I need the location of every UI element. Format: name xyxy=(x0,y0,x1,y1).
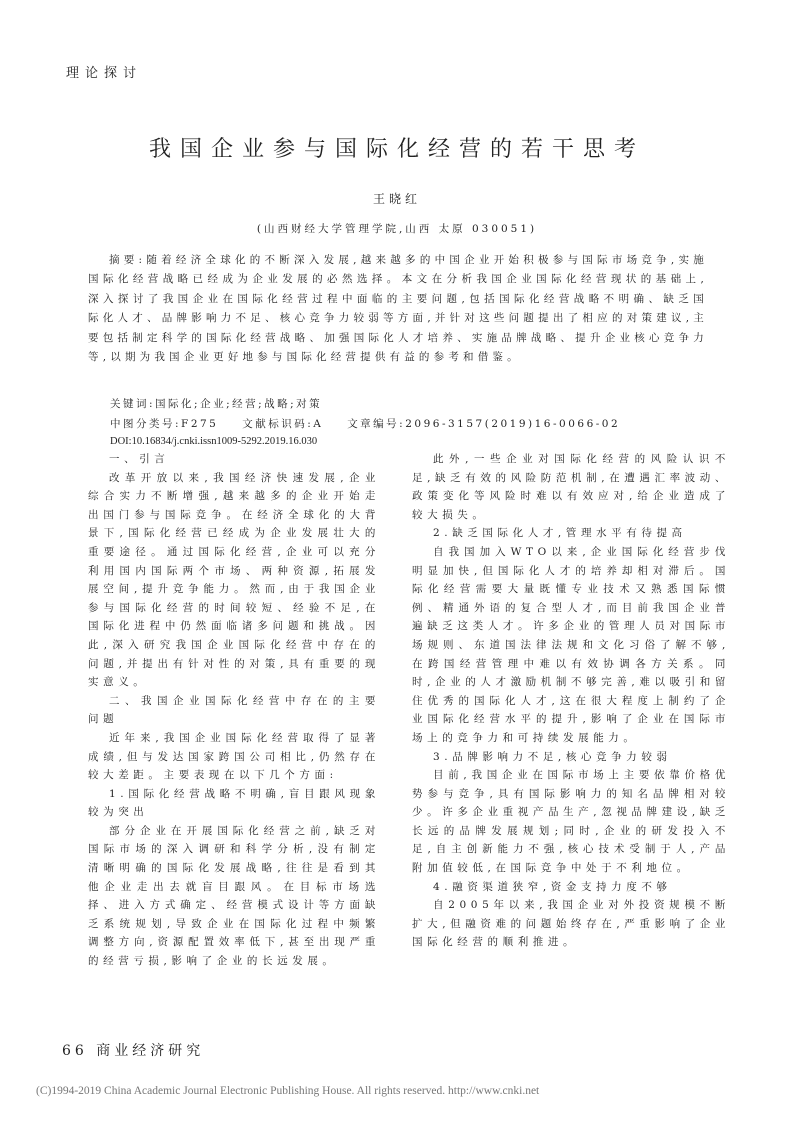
subsection-heading: 2.缺乏国际化人才,管理水平有待提高 xyxy=(433,527,687,540)
section-heading: 二、我国企业国际化经营中存在的主要问题 xyxy=(88,694,380,726)
abstract: 摘要:随着经济全球化的不断深入发展,越来越多的中国企业开始积极参与国际市场竞争,实施国际化经营战略已经成为企业发展的必然选择。本文在分析我国企业国际化经营现状的基础上,深入探讨了我国企业在国际化经营过程中面临的主要问题,包括国际化经营战略不明确、缺乏国际化人才、品牌影响力不足、核心竞争力较弱等方面,并针对这些问题提出了相应的对策建议,主要包括制定科学的国际化经营战略、加强国际化人才培养、实施品牌战略、提升企业核心竞争力等,以期为我国企业更好地参与国际化经营提供有益的参考和借鉴。 xyxy=(88,254,708,364)
classification-row xyxy=(110,416,638,431)
page-footer: 66 商业经济研究 xyxy=(62,1043,205,1059)
subsection-heading: 4.融资渠道狭窄,资金支持力度不够 xyxy=(433,880,672,893)
doi: DOI:10.16834/j.cnki.issn1009-5292.2019.16.030 xyxy=(110,436,318,447)
classification-number: 中图分类号:F275 xyxy=(110,418,219,430)
author-affiliation: (山西财经大学管理学院,山西 太原 030051) xyxy=(256,223,538,235)
subsection-heading: 1.国际化经营战略不明确,盲目跟风现象较为突出 xyxy=(88,787,380,819)
author-name: 王晓红 xyxy=(372,192,421,206)
article-id: 文章编号:2096-3157(2019)16-0066-02 xyxy=(347,418,621,430)
paragraph: 改革开放以来,我国经济快速发展,企业综合实力不断增强,越来越多的企业开始走出国门参与国际竞争。在经济全球化的大背景下,国际化经营已经成为企业发展壮大的重要途径。通过国际化经营,企业可以充分利用国内国际两个市场、两种资源,拓展发展空间,提升竞争能力。然而,由于我国企业参与国际化经营的时间较短、经验不足,在国际化进程中仍然面临诸多问题和挑战。因此,深入研究我国企业国际化经营中存在的问题,并提出有针对性的对策,具有重要的现实意义。 xyxy=(88,471,380,689)
document-code: 文献标识码:A xyxy=(242,418,324,430)
paragraph: 自我国加入WTO以来,企业国际化经营步伐明显加快,但国际化人才的培养却相对滞后。国际化经营需要大量既懂专业技术又熟悉国际惯例、精通外语的复合型人才,而目前我国企业普遍缺乏这类人才。许多企业的管理人员对国际市场规则、东道国法律法规和文化习俗了解不够,在跨国经营管理中难以有效协调各方关系。同时,企业的人才激励机制不够完善,难以吸引和留住优秀的国际化人才,这在很大程度上制约了企业国际化经营水平的提升,影响了企业在国际市场上的竞争力和可持续发展能力。 xyxy=(412,545,730,744)
section-tag: 理论探讨 xyxy=(66,66,143,81)
subsection-heading: 3.品牌影响力不足,核心竞争力较弱 xyxy=(433,750,672,763)
section-heading: 一、引言 xyxy=(109,453,170,465)
paragraph: 近年来,我国企业国际化经营取得了显著成绩,但与发达国家跨国公司相比,仍然存在较大差距。主要表现在以下几个方面: xyxy=(88,731,380,782)
copyright-notice: (C)1994-2019 China Academic Journal Electronic Publishing House. All rights reserved. http://www.cnki.net xyxy=(36,1085,540,1097)
left-column xyxy=(88,450,380,971)
paragraph: 自2005年以来,我国企业对外投资规模不断扩大,但融资难的问题始终存在,严重影响了企业国际化经营的顺利推进。 xyxy=(412,899,730,949)
keywords: 关键词:国际化;企业;经营;战略;对策 xyxy=(110,398,323,410)
paragraph: 此外,一些企业对国际化经营的风险认识不足,缺乏有效的风险防范机制,在遭遇汇率波动、政策变化等风险时难以有效应对,给企业造成了较大损失。 xyxy=(412,453,730,521)
right-column xyxy=(412,450,730,952)
article-title: 我国企业参与国际化经营的若干思考 xyxy=(148,137,645,162)
paragraph: 目前,我国企业在国际市场上主要依靠价格优势参与竞争,具有国际影响力的知名品牌相对较少。许多企业重视产品生产,忽视品牌建设,缺乏长远的品牌发展规划;同时,企业的研发投入不足,自主创新能力不强,核心技术受制于人,产品附加值较低,在国际竞争中处于不利地位。 xyxy=(412,769,730,875)
paragraph: 部分企业在开展国际化经营之前,缺乏对国际市场的深入调研和科学分析,没有制定清晰明确的国际化发展战略,往往是看到其他企业走出去就盲目跟风。在目标市场选择、进入方式确定、经营模式设计等方面缺乏系统规划,导致企业在国际化过程中频繁调整方向,资源配置效率低下,甚至出现严重的经营亏损,影响了企业的长远发展。 xyxy=(88,824,380,968)
